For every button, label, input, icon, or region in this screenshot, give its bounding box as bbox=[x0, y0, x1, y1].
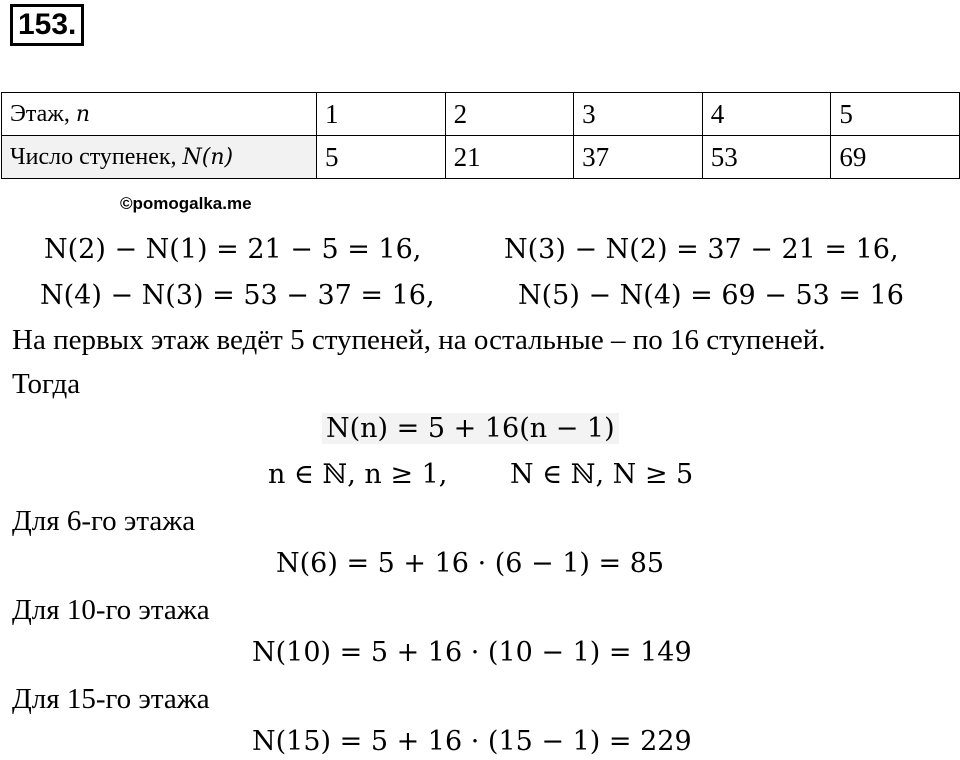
table-row-steps bbox=[2, 136, 960, 179]
table-cell-floor: 3 bbox=[574, 93, 703, 136]
table-cell-steps: 37 bbox=[574, 136, 703, 179]
domain-n: n ∈ ℕ, n ≥ 1, bbox=[268, 459, 448, 490]
case-label: Для 6-го этажа bbox=[12, 505, 196, 537]
difference-2: N(3) − N(2) = 37 − 21 = 16, bbox=[504, 234, 899, 265]
table-cell-steps: 21 bbox=[445, 136, 574, 179]
table-cell-steps: 53 bbox=[702, 136, 831, 179]
difference-3: N(4) − N(3) = 53 − 37 = 16, bbox=[40, 280, 435, 311]
domain-N: N ∈ ℕ, N ≥ 5 bbox=[510, 459, 694, 490]
general-formula-text: N(n) = 5 + 16(n − 1) bbox=[322, 413, 619, 444]
table-header-steps bbox=[2, 136, 317, 179]
case-formula: N(10) = 5 + 16 · (10 − 1) = 149 bbox=[252, 637, 692, 668]
table-cell-floor: 2 bbox=[445, 93, 574, 136]
table-header-floor bbox=[2, 93, 317, 136]
table-cell-floor: 5 bbox=[831, 93, 960, 136]
case-formula: N(15) = 5 + 16 · (15 − 1) = 229 bbox=[252, 726, 692, 757]
floors-steps-table bbox=[1, 92, 960, 179]
table-row-floors bbox=[2, 93, 960, 136]
then-label: Тогда bbox=[12, 368, 81, 400]
watermark: ©pomogalka.me bbox=[120, 194, 252, 213]
general-formula bbox=[322, 415, 619, 442]
table-cell-floor: 4 bbox=[702, 93, 831, 136]
steps-var: N(n) bbox=[182, 145, 234, 170]
table-cell-steps: 69 bbox=[831, 136, 960, 179]
table-cell-floor: 1 bbox=[317, 93, 446, 136]
explanation-text: На первых этаж ведёт 5 ступеней, на остальные – по 16 ступеней. bbox=[12, 324, 826, 356]
table-cell-steps: 5 bbox=[317, 136, 446, 179]
problem-number: 153. bbox=[10, 4, 84, 46]
case-label: Для 10-го этажа bbox=[12, 594, 210, 626]
difference-4: N(5) − N(4) = 69 − 53 = 16 bbox=[518, 280, 904, 311]
difference-1: N(2) − N(1) = 21 − 5 = 16, bbox=[44, 234, 422, 265]
floor-var: n bbox=[75, 102, 91, 127]
case-label: Для 15-го этажа bbox=[12, 683, 210, 715]
case-formula: N(6) = 5 + 16 · (6 − 1) = 85 bbox=[276, 548, 665, 579]
steps-label: Число ступенек, bbox=[10, 144, 183, 170]
floor-label: Этаж, bbox=[10, 101, 76, 127]
